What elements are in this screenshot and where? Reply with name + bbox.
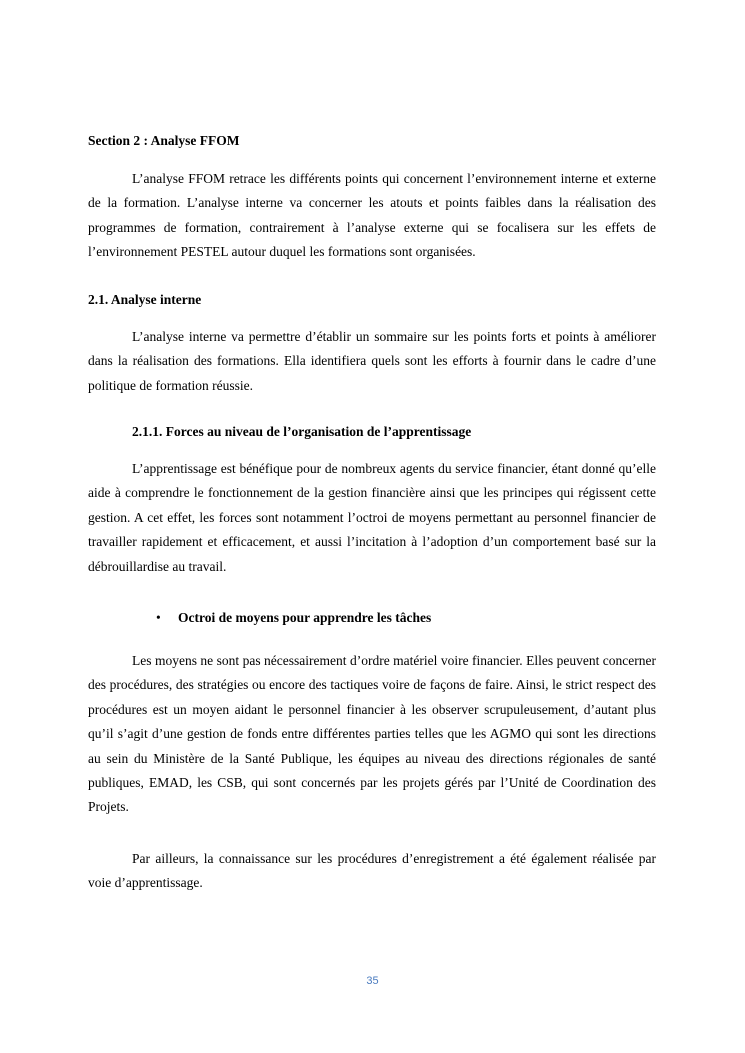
page-number: 35 bbox=[366, 975, 379, 987]
section-intro-paragraph: L’analyse FFOM retrace les différents points qui concernent l’environnement interne et externe de la formation. L’analyse interne va concerner les atouts et points faibles dans la réalisation des programmes de formation, contrairement à l’analyse externe qui se focalisera sur les effets de l’environnement PESTEL autour duquel les formations sont organisées. bbox=[88, 171, 656, 260]
bullet-icon: • bbox=[156, 610, 161, 625]
subsection-intro-paragraph: L’analyse interne va permettre d’établir un sommaire sur les points forts et points à améliorer dans la réalisation des formations. Ella identifiera quels sont les efforts à fournir dans le cadre d’une politique de formation réussie. bbox=[88, 329, 656, 393]
apprentissage-paragraph: L’apprentissage est bénéfique pour de nombreux agents du service financier, étant donné qu’elle aide à comprendre le fonctionnement de la gestion financière ainsi que les principes qui régissent cette gestion. A cet effet, les forces sont notamment l’octroi de moyens permettant au personnel financier de travailler rapidement et efficacement, et aussi l’incitation à l’adoption d’un comportement basé sur la débrouillardise au travail. bbox=[88, 461, 656, 574]
section-heading: Section 2 : Analyse FFOM bbox=[88, 133, 240, 148]
ailleurs-paragraph: Par ailleurs, la connaissance sur les procédures d’enregistrement a été également réalisée par voie d’apprentissage. bbox=[88, 851, 656, 891]
subsection-heading: 2.1. Analyse interne bbox=[88, 292, 202, 307]
moyens-paragraph: Les moyens ne sont pas nécessairement d’ordre matériel voire financier. Elles peuvent concerner des procédures, des stratégies ou encore des tactiques voire de façons de faire. Ainsi, le strict respect des procédures est un moyen aidant le personnel financier à les observer scrupuleusement, d’autant plus qu’il s’agit d’une gestion de fonds entre différentes parties telles que les AGMO qui sont les directions au sein du Ministère de la Santé Publique, les équipes au niveau des directions régionales de santé publiques, EMAD, les CSB, qui sont concernés par les projets gérés par l’Unité de Coordination des Projets. bbox=[88, 653, 656, 815]
bullet-label: Octroi de moyens pour apprendre les tâches bbox=[178, 610, 432, 625]
bullet-item bbox=[156, 609, 636, 627]
subsubsection-heading: 2.1.1. Forces au niveau de l’organisation de l’apprentissage bbox=[132, 424, 472, 439]
